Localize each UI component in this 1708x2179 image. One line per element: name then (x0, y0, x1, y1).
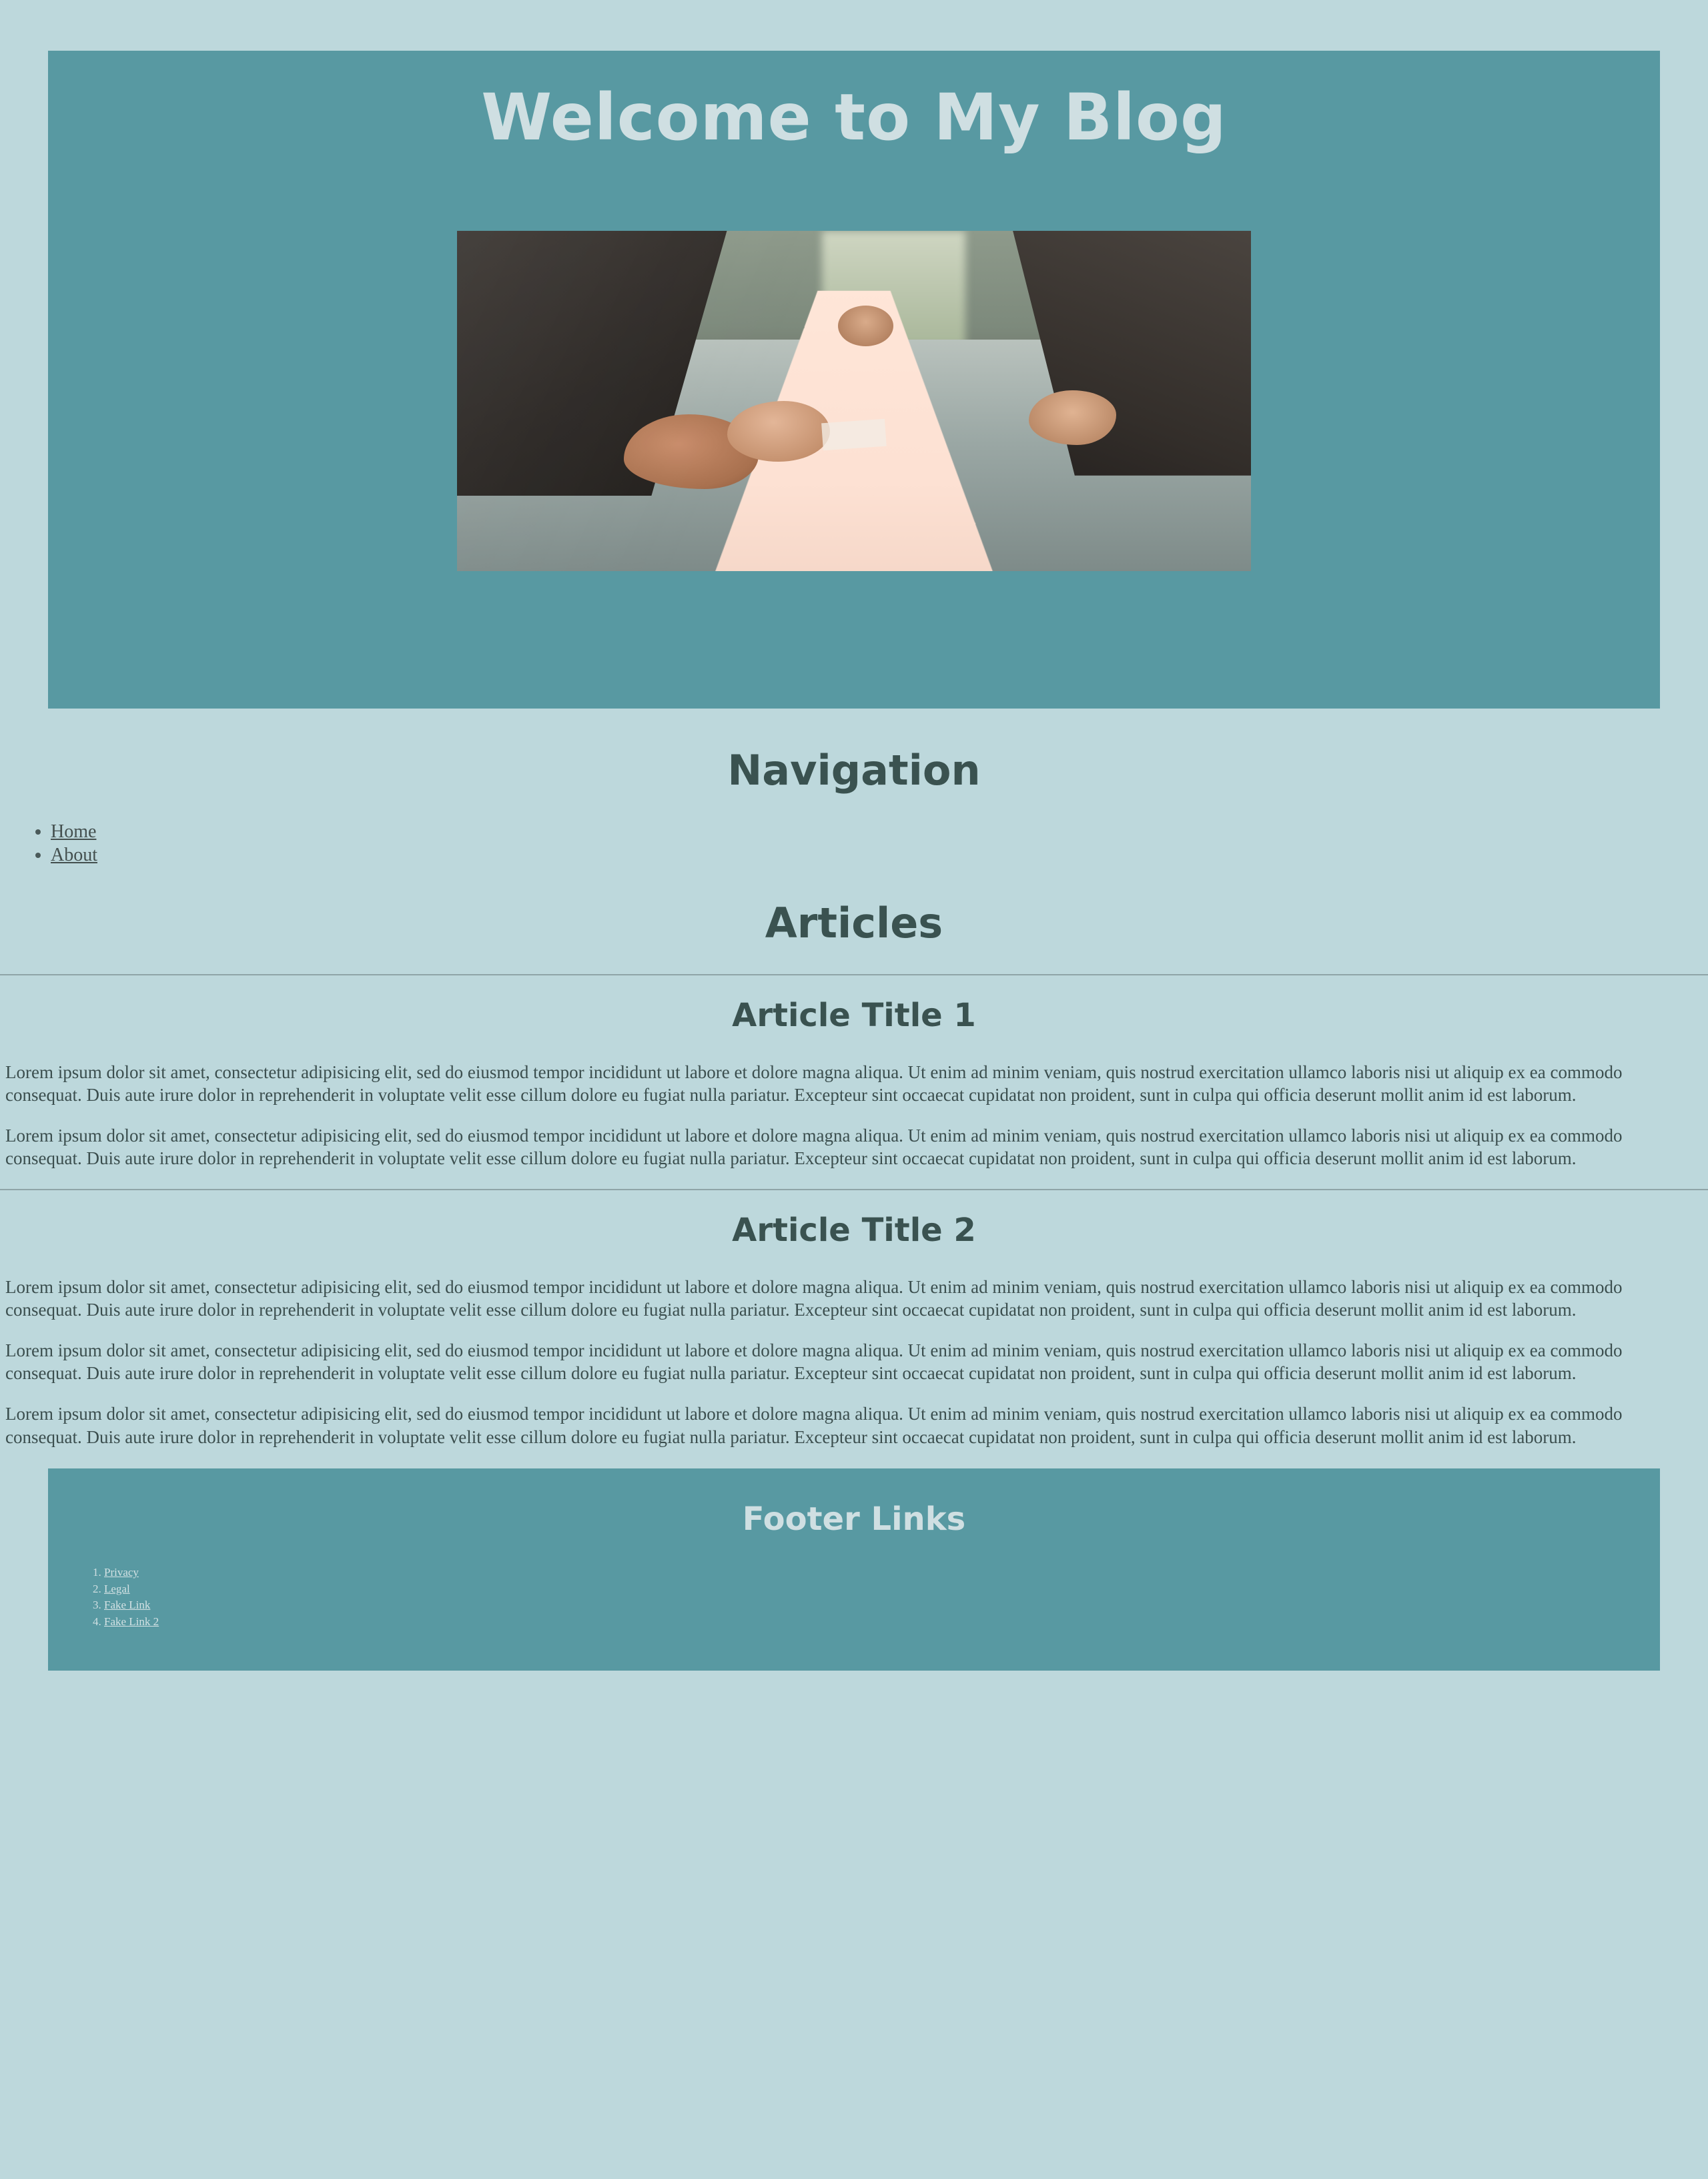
footer-link-legal[interactable]: Legal (104, 1582, 130, 1595)
divider (0, 974, 1708, 975)
footer-link-privacy[interactable]: Privacy (104, 1566, 139, 1579)
footer-link-fake-link-2[interactable]: Fake Link 2 (104, 1615, 159, 1628)
article-paragraph: Lorem ipsum dolor sit amet, consectetur adipisicing elit, sed do eiusmod tempor incididunt ut labore et dolore magna aliqua. Ut enim ad minim veniam, quis nostrud exercitation ullamco laboris nisi ut aliquip ex ea commodo consequat. Duis aute irure dolor in reprehenderit in voluptate velit esse cillum dolore eu fugiat nulla pariatur. Excepteur sint occaecat cupidatat non proident, sunt in culpa qui officia deserunt mollit anim id est laborum. (5, 1403, 1623, 1447)
site-header (48, 51, 1660, 709)
article-paragraph: Lorem ipsum dolor sit amet, consectetur adipisicing elit, sed do eiusmod tempor incididunt ut labore et dolore magna aliqua. Ut enim ad minim veniam, quis nostrud exercitation ullamco laboris nisi ut aliquip ex ea commodo consequat. Duis aute irure dolor in reprehenderit in voluptate velit esse cillum dolore eu fugiat nulla pariatur. Excepteur sint occaecat cupidatat non proident, sunt in culpa qui officia deserunt mollit anim id est laborum. (5, 1340, 1623, 1384)
hero-glare-overlay (457, 231, 1251, 571)
site-footer (48, 1468, 1660, 1671)
nav-link-about[interactable]: About (51, 844, 97, 865)
article-2 (0, 1212, 1708, 1448)
list-item (104, 1597, 1647, 1614)
article-1 (0, 997, 1708, 1170)
hero-image (457, 231, 1251, 571)
articles-section (0, 899, 1708, 1448)
footer-heading: Footer Links (742, 1500, 966, 1539)
hero-image-wrapper (61, 231, 1647, 571)
list-item (104, 1565, 1647, 1581)
page-root (0, 51, 1708, 1671)
footer-link-fake-link[interactable]: Fake Link (104, 1599, 151, 1612)
navigation-heading: Navigation (727, 745, 981, 795)
list-item (104, 1581, 1647, 1598)
article-paragraph: Lorem ipsum dolor sit amet, consectetur adipisicing elit, sed do eiusmod tempor incididunt ut labore et dolore magna aliqua. Ut enim ad minim veniam, quis nostrud exercitation ullamco laboris nisi ut aliquip ex ea commodo consequat. Duis aute irure dolor in reprehenderit in voluptate velit esse cillum dolore eu fugiat nulla pariatur. Excepteur sint occaecat cupidatat non proident, sunt in culpa qui officia deserunt mollit anim id est laborum. (5, 1061, 1623, 1106)
divider (0, 1189, 1708, 1190)
nav-link-home[interactable]: Home (51, 821, 97, 842)
footer-link-list (61, 1565, 1647, 1631)
page-title: Welcome to My Blog (481, 80, 1227, 155)
navigation-list (0, 820, 1708, 867)
list-item (51, 820, 1708, 843)
article-paragraph: Lorem ipsum dolor sit amet, consectetur adipisicing elit, sed do eiusmod tempor incididunt ut labore et dolore magna aliqua. Ut enim ad minim veniam, quis nostrud exercitation ullamco laboris nisi ut aliquip ex ea commodo consequat. Duis aute irure dolor in reprehenderit in voluptate velit esse cillum dolore eu fugiat nulla pariatur. Excepteur sint occaecat cupidatat non proident, sunt in culpa qui officia deserunt mollit anim id est laborum. (5, 1276, 1623, 1320)
list-item (104, 1614, 1647, 1631)
navigation-section (0, 746, 1708, 867)
article-paragraph: Lorem ipsum dolor sit amet, consectetur adipisicing elit, sed do eiusmod tempor incididunt ut labore et dolore magna aliqua. Ut enim ad minim veniam, quis nostrud exercitation ullamco laboris nisi ut aliquip ex ea commodo consequat. Duis aute irure dolor in reprehenderit in voluptate velit esse cillum dolore eu fugiat nulla pariatur. Excepteur sint occaecat cupidatat non proident, sunt in culpa qui officia deserunt mollit anim id est laborum. (5, 1125, 1623, 1169)
list-item (51, 843, 1708, 867)
article-title: Article Title 1 (732, 996, 976, 1034)
articles-heading: Articles (765, 898, 943, 947)
article-title: Article Title 2 (732, 1211, 976, 1249)
